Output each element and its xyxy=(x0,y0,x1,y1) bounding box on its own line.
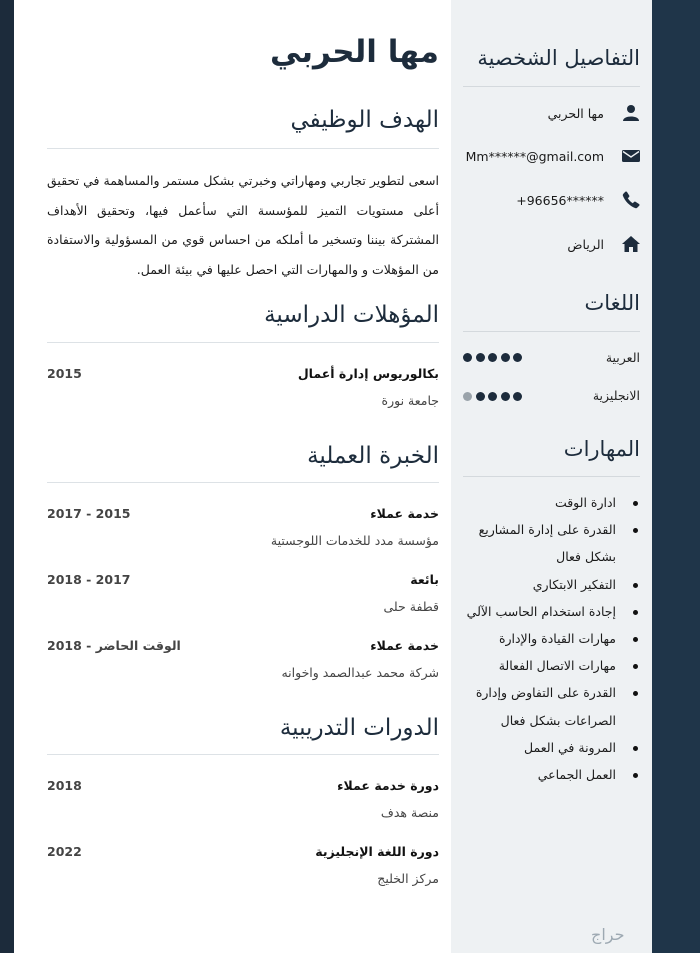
home-icon xyxy=(622,235,640,253)
divider xyxy=(47,482,439,483)
divider xyxy=(47,754,439,755)
sidebar xyxy=(451,0,652,953)
experience-title: خدمة عملاء xyxy=(370,638,439,653)
course-date: 2018 xyxy=(47,778,82,793)
education-place: جامعة نورة xyxy=(381,393,439,408)
resume-name: مها الحربي xyxy=(270,34,439,70)
education-title: بكالوريوس إدارة أعمال xyxy=(297,366,439,381)
level-dot-filled xyxy=(488,353,497,362)
divider xyxy=(47,342,439,343)
experience-date: 2018 - 2017 xyxy=(47,572,131,587)
divider xyxy=(463,86,640,87)
envelope-icon xyxy=(622,147,640,165)
contact-phone-row xyxy=(463,189,640,213)
watermark: حراج xyxy=(591,925,625,944)
courses-heading: الدورات التدريبية xyxy=(279,715,439,741)
skill-item: القدرة على إدارة المشاريع بشكل فعال xyxy=(459,516,640,570)
level-dot-empty xyxy=(463,392,472,401)
skills-heading: المهارات xyxy=(563,437,640,461)
divider xyxy=(47,148,439,149)
skill-item: ادارة الوقت xyxy=(459,489,640,516)
divider xyxy=(463,331,640,332)
course-place: منصة هدف xyxy=(380,805,439,820)
experience-title: بائعة xyxy=(410,572,439,587)
skill-item: القدرة على التفاوض وإدارة الصراعات بشكل فعال xyxy=(459,679,640,733)
contact-email: Mm******@gmail.com xyxy=(465,149,604,164)
language-label: الانجليزية xyxy=(592,388,640,403)
contact-city-row xyxy=(463,233,640,257)
course-date: 2022 xyxy=(47,844,82,859)
right-border-strip xyxy=(652,0,700,953)
user-icon xyxy=(622,104,640,122)
level-dot-filled xyxy=(476,353,485,362)
level-dot-filled xyxy=(476,392,485,401)
languages-heading: اللغات xyxy=(584,291,640,315)
level-dot-filled xyxy=(488,392,497,401)
contact-city: الرياض xyxy=(567,237,604,252)
course-place: مركز الخليج xyxy=(377,871,439,886)
personal-details-heading: التفاصيل الشخصية xyxy=(477,46,640,70)
skill-item: التفكير الابتكاري xyxy=(459,571,640,598)
level-dot-filled xyxy=(501,392,510,401)
course-title: دورة خدمة عملاء xyxy=(337,778,439,793)
experience-place: شركة محمد عبدالصمد واخوانه xyxy=(281,665,439,680)
skill-item: العمل الجماعي xyxy=(459,761,640,788)
phone-icon xyxy=(622,191,640,209)
objective-heading: الهدف الوظيفي xyxy=(290,107,439,133)
contact-phone: +96656****** xyxy=(516,193,604,208)
skill-item: مهارات القيادة والإدارة xyxy=(459,625,640,652)
divider xyxy=(463,476,640,477)
contact-name: مها الحربي xyxy=(547,106,604,121)
experience-date: 2017 - 2015 xyxy=(47,506,131,521)
contact-name-row xyxy=(463,102,640,126)
main-content xyxy=(14,0,451,953)
language-level xyxy=(463,392,523,402)
skill-item: المرونة في العمل xyxy=(459,734,640,761)
left-border-strip xyxy=(0,0,14,953)
education-date: 2015 xyxy=(47,366,82,381)
language-level xyxy=(463,353,523,363)
experience-place: مؤسسة مدد للخدمات اللوجستية xyxy=(270,533,439,548)
level-dot-filled xyxy=(513,353,522,362)
experience-date: 2018 - الوقت الحاضر xyxy=(47,638,181,653)
language-label: العربية xyxy=(605,350,640,365)
contact-email-row xyxy=(463,145,640,169)
objective-text: اسعى لتطوير تجاربي ومهاراتي وخبرتي بشكل مستمر والمساهمة في تحقيق أعلى مستويات التميز للمؤسسة التي سأعمل فيها، وتحقيق الأهداف المشتركة بيننا وتسخير ما أملكه من احساس قوي من المسؤولية والاستفادة من المؤهلات و والمهارات التي احصل عليها في بيئة العمل. xyxy=(47,173,439,277)
course-title: دورة اللغة الإنجليزية xyxy=(315,844,439,859)
level-dot-filled xyxy=(513,392,522,401)
experience-title: خدمة عملاء xyxy=(370,506,439,521)
skill-item: مهارات الاتصال الفعالة xyxy=(459,652,640,679)
experience-place: قطفة حلى xyxy=(383,599,439,614)
education-heading: المؤهلات الدراسية xyxy=(264,302,439,328)
skills-list xyxy=(459,489,640,788)
level-dot-filled xyxy=(463,353,472,362)
skill-item: إجادة استخدام الحاسب الآلي xyxy=(459,598,640,625)
experience-heading: الخبرة العملية xyxy=(307,443,439,469)
level-dot-filled xyxy=(501,353,510,362)
